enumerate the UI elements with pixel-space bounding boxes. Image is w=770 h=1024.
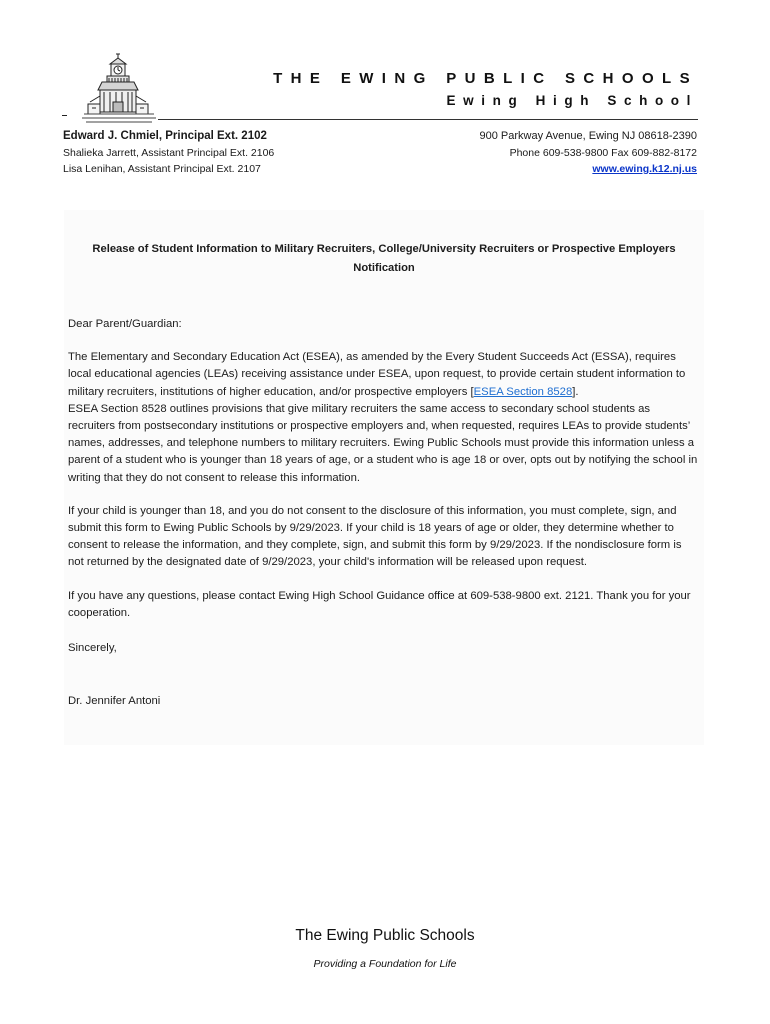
- school-name: Ewing High School: [446, 93, 698, 108]
- paragraph-esea-text: The Elementary and Secondary Education Act (ESEA), as amended by the Every Student Succeeds Act (ESSA), requires local educational agencies (LEAs) receiving assistance under ESEA, upon request, to provide certain student information to military recruiters, institutions of higher education, and/or prospective employers [: [68, 351, 686, 398]
- footer-org-name: The Ewing Public Schools: [295, 927, 475, 944]
- paragraph-esea: [68, 349, 700, 487]
- paragraph-questions: If you have any questions, please contact Ewing High School Guidance office at 609-538-9800 ext. 2121. Thank you for your cooperation.: [68, 589, 691, 619]
- assistant-principal-2: Lisa Lenihan, Assistant Principal Ext. 2107: [63, 163, 261, 175]
- assistant-principal-1: Shalieka Jarrett, Assistant Principal Ext. 2106: [63, 147, 275, 159]
- clock-tower-logo-icon: [80, 52, 158, 126]
- website-link[interactable]: www.ewing.k12.nj.us: [592, 163, 697, 175]
- school-address: 900 Parkway Avenue, Ewing NJ 08618-2390: [479, 130, 697, 142]
- staff-list: [63, 127, 274, 177]
- footer-tagline: Providing a Foundation for Life: [313, 958, 457, 970]
- closing: Sincerely,: [68, 642, 117, 655]
- letter-title-line2: Notification: [353, 262, 415, 274]
- esea-section-link[interactable]: ESEA Section 8528: [473, 385, 573, 398]
- header-divider: [158, 119, 698, 120]
- phone-fax: Phone 609-538-9800 Fax 609-882-8172: [509, 147, 697, 159]
- principal-name: Edward J. Chmiel, Principal Ext. 2102: [63, 130, 267, 142]
- paragraph-esea-close: ].: [572, 385, 579, 398]
- header-dash: [62, 115, 67, 116]
- signature-name: Dr. Jennifer Antoni: [68, 695, 161, 708]
- paragraph-consent: If your child is younger than 18, and you do not consent to the disclosure of this information, you must complete, sign, and submit this form to Ewing Public Schools by 9/29/2023. If your child is 18 years of age or older, they determine whether to consent to release the information, and they complete, sign, and submit this form by 9/29/2023. If the nondisclosure form is not returned by the designated date of 9/29/2023, your child's information will be released upon request.: [68, 504, 682, 569]
- letter-body: [68, 240, 700, 710]
- org-name: THE EWING PUBLIC SCHOOLS: [273, 70, 698, 87]
- greeting: Dear Parent/Guardian:: [68, 318, 182, 330]
- contact-block: [480, 127, 698, 177]
- letter-title: [68, 240, 700, 278]
- paragraph-esea-continued: ESEA Section 8528 outlines provisions that give military recruiters the same access to secondary school students as recruiters from postsecondary institutions or prospective employers and, when requested, requires LEAs to provide students’ names, addresses, and telephone numbers to military recruiters. Ewing Public Schools must provide this information unless a parent of a student who is younger than 18 years of age, or a student who is age 18 or over, opts out by notifying the school in writing that they do not consent to release this information.: [68, 402, 698, 484]
- letter-title-line1: Release of Student Information to Military Recruiters, College/University Recruiters or Prospective Employers: [92, 243, 676, 255]
